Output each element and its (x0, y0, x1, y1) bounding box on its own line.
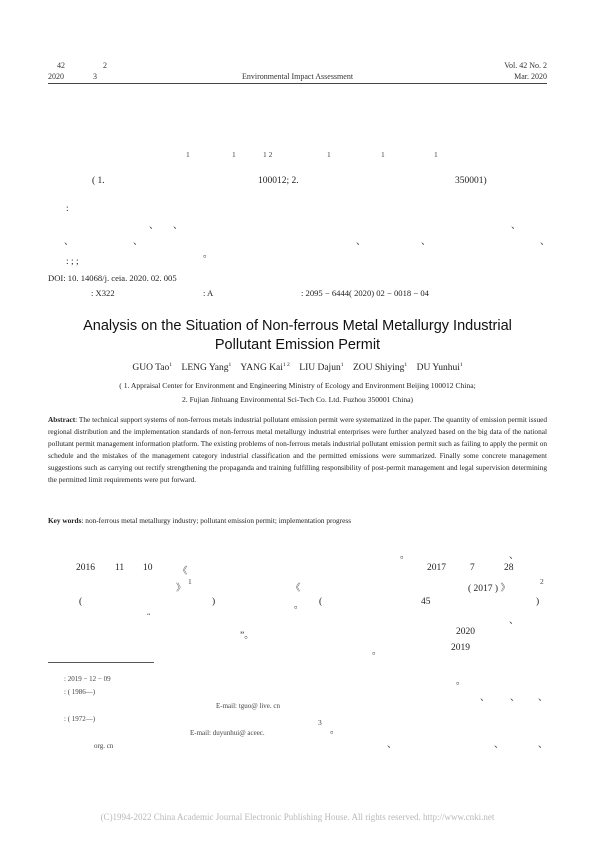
body-number: 28 (504, 563, 514, 573)
cn-keywords-line: : ; ; (66, 257, 79, 267)
body-paren: ( (79, 597, 83, 607)
body-paren: ( (319, 597, 323, 607)
ref-sup: 3 (318, 718, 322, 727)
ref-sup: 2 (540, 577, 544, 586)
header-vol-issue: Vol. 42 No. 2 (504, 61, 547, 70)
punct: 、 (509, 616, 519, 626)
author1-years: : ( 1986—) (64, 688, 96, 696)
english-abstract (48, 414, 547, 487)
body-bracket: 《 (178, 567, 188, 577)
author-sup: 1 2 (282, 362, 290, 368)
punct: 。 (330, 726, 340, 736)
english-affiliation-line1: ( 1. Appraisal Center for Environment and Engineering Ministry of Ecology and Environment Beijing 100012 China; (119, 381, 476, 390)
punct: 、 (64, 237, 74, 247)
cn-abstract-colon: : (66, 204, 69, 214)
ref-sup: 1 (188, 577, 192, 586)
cn-affiliation-code2: 350001) (455, 176, 487, 186)
doi: DOI: 10. 14068/j. ceia. 2020. 02. 005 (48, 273, 177, 283)
punct: 、 (538, 693, 548, 703)
punct: 、 (540, 237, 550, 247)
keywords-text: : non-ferrous metal metallurgy industry; pollutant emission permit; implementation progress (81, 516, 352, 525)
header-year: 2020 (48, 72, 64, 81)
body-bracket: 》 (176, 584, 186, 594)
punct: 、 (509, 551, 519, 561)
punct: 、 (494, 740, 504, 750)
cn-author-sup: 1 (327, 150, 331, 159)
author-name: GUO Tao (132, 363, 170, 374)
body-number: 7 (470, 563, 475, 573)
author-name: ZOU Shiying (352, 363, 405, 374)
body-number: 2019 (451, 643, 470, 653)
author-sup: 1 (404, 362, 408, 368)
author-sup: 1 (169, 362, 173, 368)
author-name: DU Yunhui (416, 363, 460, 374)
cn-author-sup: 1 (434, 150, 438, 159)
header-volume-number: 42 (57, 61, 65, 70)
header-issue-number: 2 (103, 61, 107, 70)
author-sup: 1 (459, 362, 463, 368)
cn-author-sup: 1 (381, 150, 385, 159)
keywords-label: Key words (48, 516, 82, 525)
abstract-label: Abstract (48, 415, 76, 424)
english-title-line2: Pollutant Emission Permit (214, 337, 381, 353)
punct: 、 (387, 740, 397, 750)
quote-mark: “ (147, 611, 151, 620)
body-number: 2016 (76, 563, 95, 573)
punct: 、 (538, 740, 548, 750)
author2-years: : ( 1972—) (64, 715, 96, 723)
punct: 、 (133, 237, 143, 247)
body-paren: ) (536, 597, 540, 607)
punct: 、 (510, 693, 520, 703)
body-number: 11 (115, 563, 125, 573)
english-affiliation-line2: 2. Fujian Jinhuang Environmental Sci-Tech Co. Ltd. Fuzhou 350001 China) (181, 395, 414, 404)
punct: 、 (511, 221, 521, 231)
punct: 、 (149, 221, 159, 231)
cn-author-sup: 1 (232, 150, 236, 159)
body-paren: ) (212, 597, 216, 607)
footnote-rule (48, 662, 154, 663)
header-rule (48, 83, 547, 84)
header-journal-name: Environmental Impact Assessment (241, 72, 354, 81)
cn-affiliation-code1: 100012; 2. (258, 176, 299, 186)
punct: 。 (400, 551, 410, 561)
punct: 。 (372, 647, 382, 657)
body-number: 10 (143, 563, 153, 573)
author2-email-tail: org. cn (94, 742, 114, 750)
punct: 。 (203, 250, 213, 260)
body-number: 2020 (456, 627, 475, 637)
abstract-text: : The technical support systems of non-ferrous metals industrial pollutant emission permit were systematized in the paper. The quantity of emission permit issued regional distribution and the implementation standards of non-ferrous metal metallurgy industrial enterprises were further analyzed based on the big data of the national pollutant permit management information platform. The existing problems of non-ferrous metals industrial pollutant emission permit such as failing to apply the permit on schedule and the mistakes of the management category industrial classification and the permitted emissions were summarized. Finally some concrete management suggestions such as carrying out rectify strengthening the propaganda and training fulfilling responsibility of post-permit management and legal supervision determining the permitted limit requirements were put forward. (48, 415, 547, 485)
english-keywords (48, 516, 351, 525)
author-sup: 1 (340, 362, 344, 368)
author-name: YANG Kai (240, 363, 283, 374)
author1-email: E-mail: tguo@ live. cn (216, 702, 280, 710)
body-number: 2017 (427, 563, 446, 573)
author-name: LENG Yang (181, 363, 229, 374)
punct: 、 (356, 237, 366, 247)
header-date: Mar. 2020 (514, 72, 547, 81)
received-date: : 2019 − 12 − 09 (64, 675, 111, 683)
body-number: 45 (421, 597, 431, 607)
article-number: : 2095 − 6444( 2020) 02 − 0018 − 04 (301, 288, 429, 298)
cn-author-sup: 1 (186, 150, 190, 159)
punct: 、 (173, 221, 183, 231)
punct: 、 (421, 237, 431, 247)
copyright-footer: (C)1994-2022 China Academic Journal Electronic Publishing House. All rights reserved. http://www.cnki.net (100, 812, 495, 822)
quote-mark: ”。 (240, 631, 254, 641)
cn-author-sup: 1 2 (263, 150, 273, 159)
author2-email: E-mail: duyunhui@ aceec. (190, 729, 265, 737)
body-bracket: 《 (291, 584, 301, 594)
english-title-line1: Analysis on the Situation of Non-ferrous Metal Metallurgy Industrial (83, 318, 512, 334)
clc-number: : X322 (91, 288, 115, 298)
body-paren: ( 2017 ) 》 (468, 584, 510, 594)
english-authors (0, 362, 595, 373)
author-name: LIU Dajun (299, 363, 341, 374)
punct: 。 (294, 601, 304, 611)
document-code: : A (203, 288, 214, 298)
cn-affiliation-open: ( 1. (92, 176, 105, 186)
punct: 。 (456, 677, 466, 687)
punct: 、 (480, 693, 490, 703)
header-month: 3 (93, 72, 97, 81)
author-sup: 1 (228, 362, 232, 368)
